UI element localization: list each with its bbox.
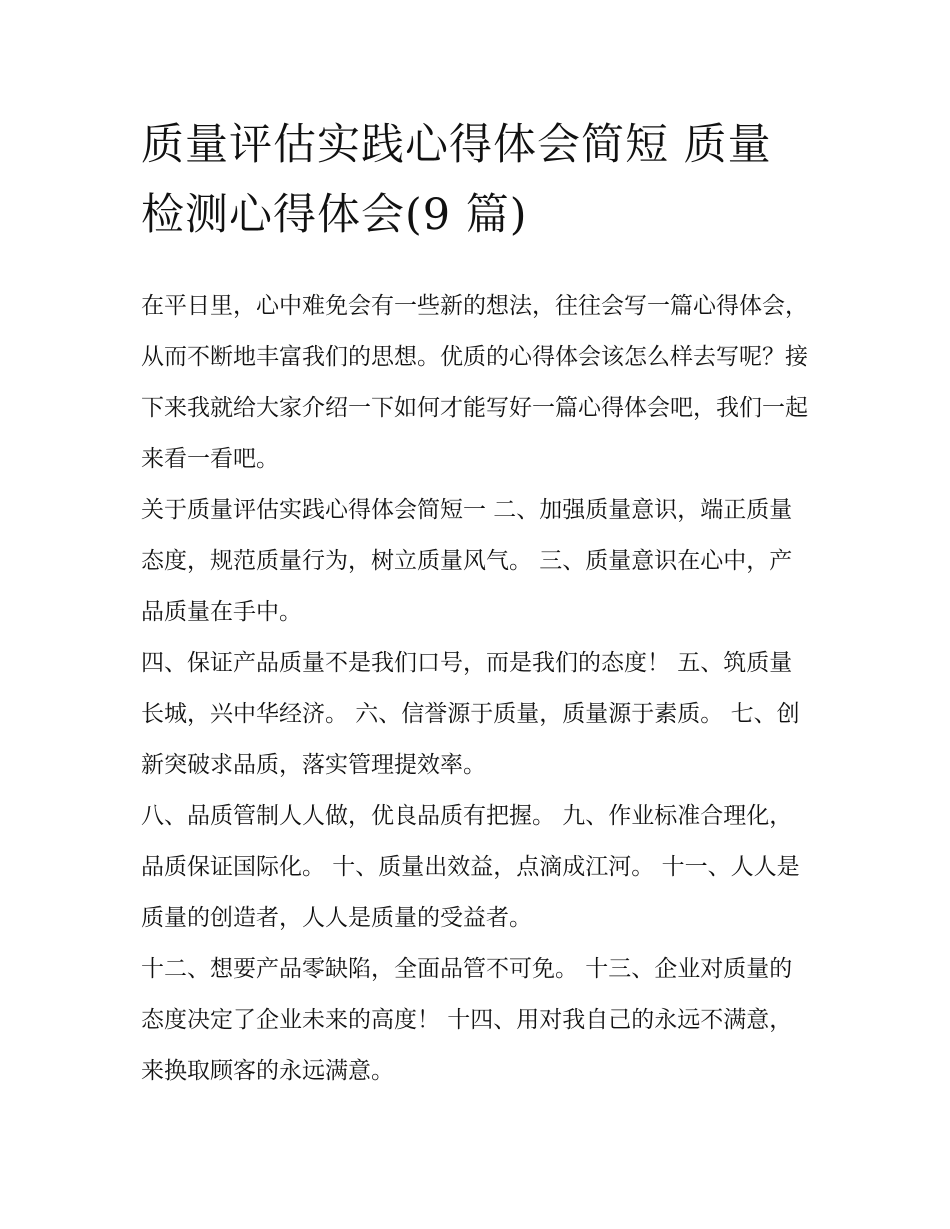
document-title: 质量评估实践心得体会简短 质量检测心得体会(9 篇) [141, 120, 772, 240]
document-body [141, 110, 813, 1097]
paragraph-slogans-1: 关于质量评估实践心得体会简短一 二、加强质量意识，端正质量态度，规范质量行为，树立质量风气。 三、质量意识在心中，产品质量在手中。 [141, 497, 793, 625]
paragraph-slogans-4: 十二、想要产品零缺陷，全面品管不可免。 十三、企业对质量的态度决定了企业未来的高度！ 十四、用对我自己的永远不满意，来换取顾客的永远满意。 [141, 956, 793, 1084]
paragraph-intro: 在平日里，心中难免会有一些新的想法，往往会写一篇心得体会，从而不断地丰富我们的思想。优质的心得体会该怎么样去写呢？接下来我就给大家介绍一下如何才能写好一篇心得体会吧，我们一起来看一看吧。 [141, 293, 808, 472]
paragraph-slogans-3: 八、品质管制人人做，优良品质有把握。 九、作业标准合理化，品质保证国际化。 十、质量出效益，点滴成江河。 十一、人人是质量的创造者，人人是质量的受益者。 [141, 803, 800, 931]
paragraph-slogans-2: 四、保证产品质量不是我们口号，而是我们的态度！ 五、筑质量长城，兴中华经济。 六、信誉源于质量，质量源于素质。 七、创新突破求品质，落实管理提效率。 [141, 650, 800, 778]
